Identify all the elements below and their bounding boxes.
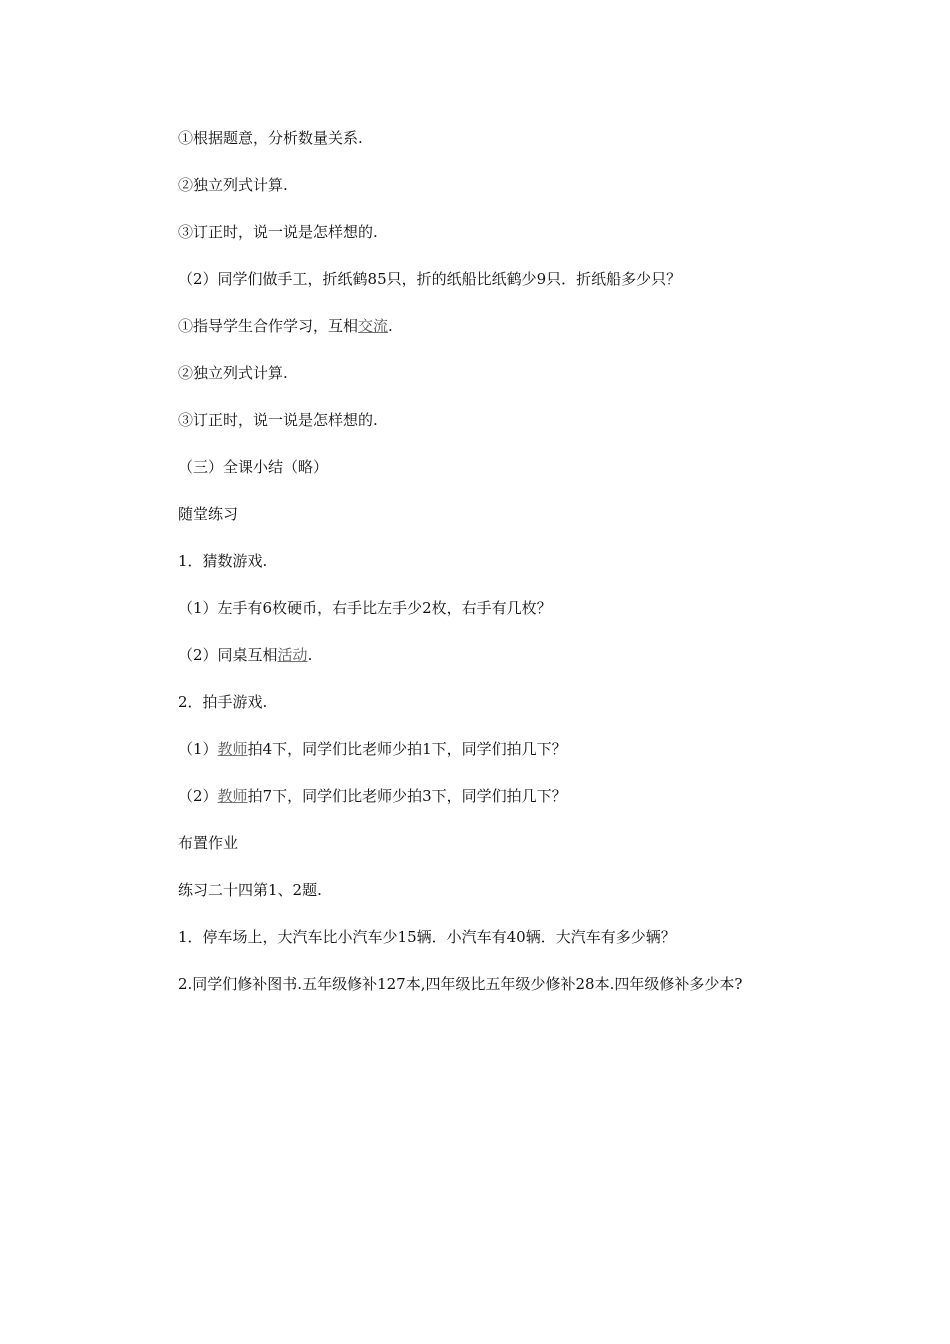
step-cooperate [178,316,393,336]
game-2-title: 2．拍手游戏. [178,693,268,711]
link-huodong[interactable]: 活动 [277,646,308,664]
heading-homework: 布置作业 [178,834,239,852]
game-1-q2-end: . [307,646,313,664]
game-2-q1-prefix: （1） [178,740,218,758]
section-summary: （三）全课小结（略） [178,458,329,476]
step-calculate-2: ②独立列式计算. [178,364,288,382]
link-jiaoliu[interactable]: 交流 [358,317,389,335]
homework-q1: 1．停车场上，大汽车比小汽车少15辆．小汽车有40辆．大汽车有多少辆？ [178,928,676,946]
link-jiaoshi-1[interactable]: 教师 [217,740,248,758]
game-1-q1: （1）左手有6枚硬币，右手比左手少2枚，右手有几枚？ [178,599,552,617]
game-2-q1-text: 拍4下，同学们比老师少拍1下，同学们拍几下？ [247,740,567,758]
step-calculate: ②独立列式计算. [178,176,288,194]
problem-2: （2）同学们做手工，折纸鹤85只，折的纸船比纸鹤少9只．折纸船多少只？ [178,270,682,288]
step-cooperate-end: . [388,317,393,335]
homework-ref: 练习二十四第1、2题. [178,881,322,899]
step-correct-2: ③订正时，说一说是怎样想的. [178,411,378,429]
link-jiaoshi-2[interactable]: 教师 [217,787,248,805]
game-2-q2-prefix: （2） [178,787,218,805]
step-cooperate-text: ①指导学生合作学习，互相 [178,317,359,335]
step-correct: ③订正时，说一说是怎样想的. [178,223,378,241]
heading-practice: 随堂练习 [178,505,239,523]
game-1-q2-text: （2）同桌互相 [178,646,278,664]
game-2-q2-text: 拍7下，同学们比老师少拍3下，同学们拍几下？ [247,787,567,805]
game-2-q1 [178,739,567,759]
game-1-title: 1．猜数游戏. [178,552,268,570]
game-2-q2 [178,786,567,806]
step-analyze: ①根据题意，分析数量关系. [178,129,363,147]
game-1-q2 [178,645,312,665]
homework-q2: 2.同学们修补图书.五年级修补127本,四年级比五年级少修补28本.四年级修补多少本? [178,975,743,993]
